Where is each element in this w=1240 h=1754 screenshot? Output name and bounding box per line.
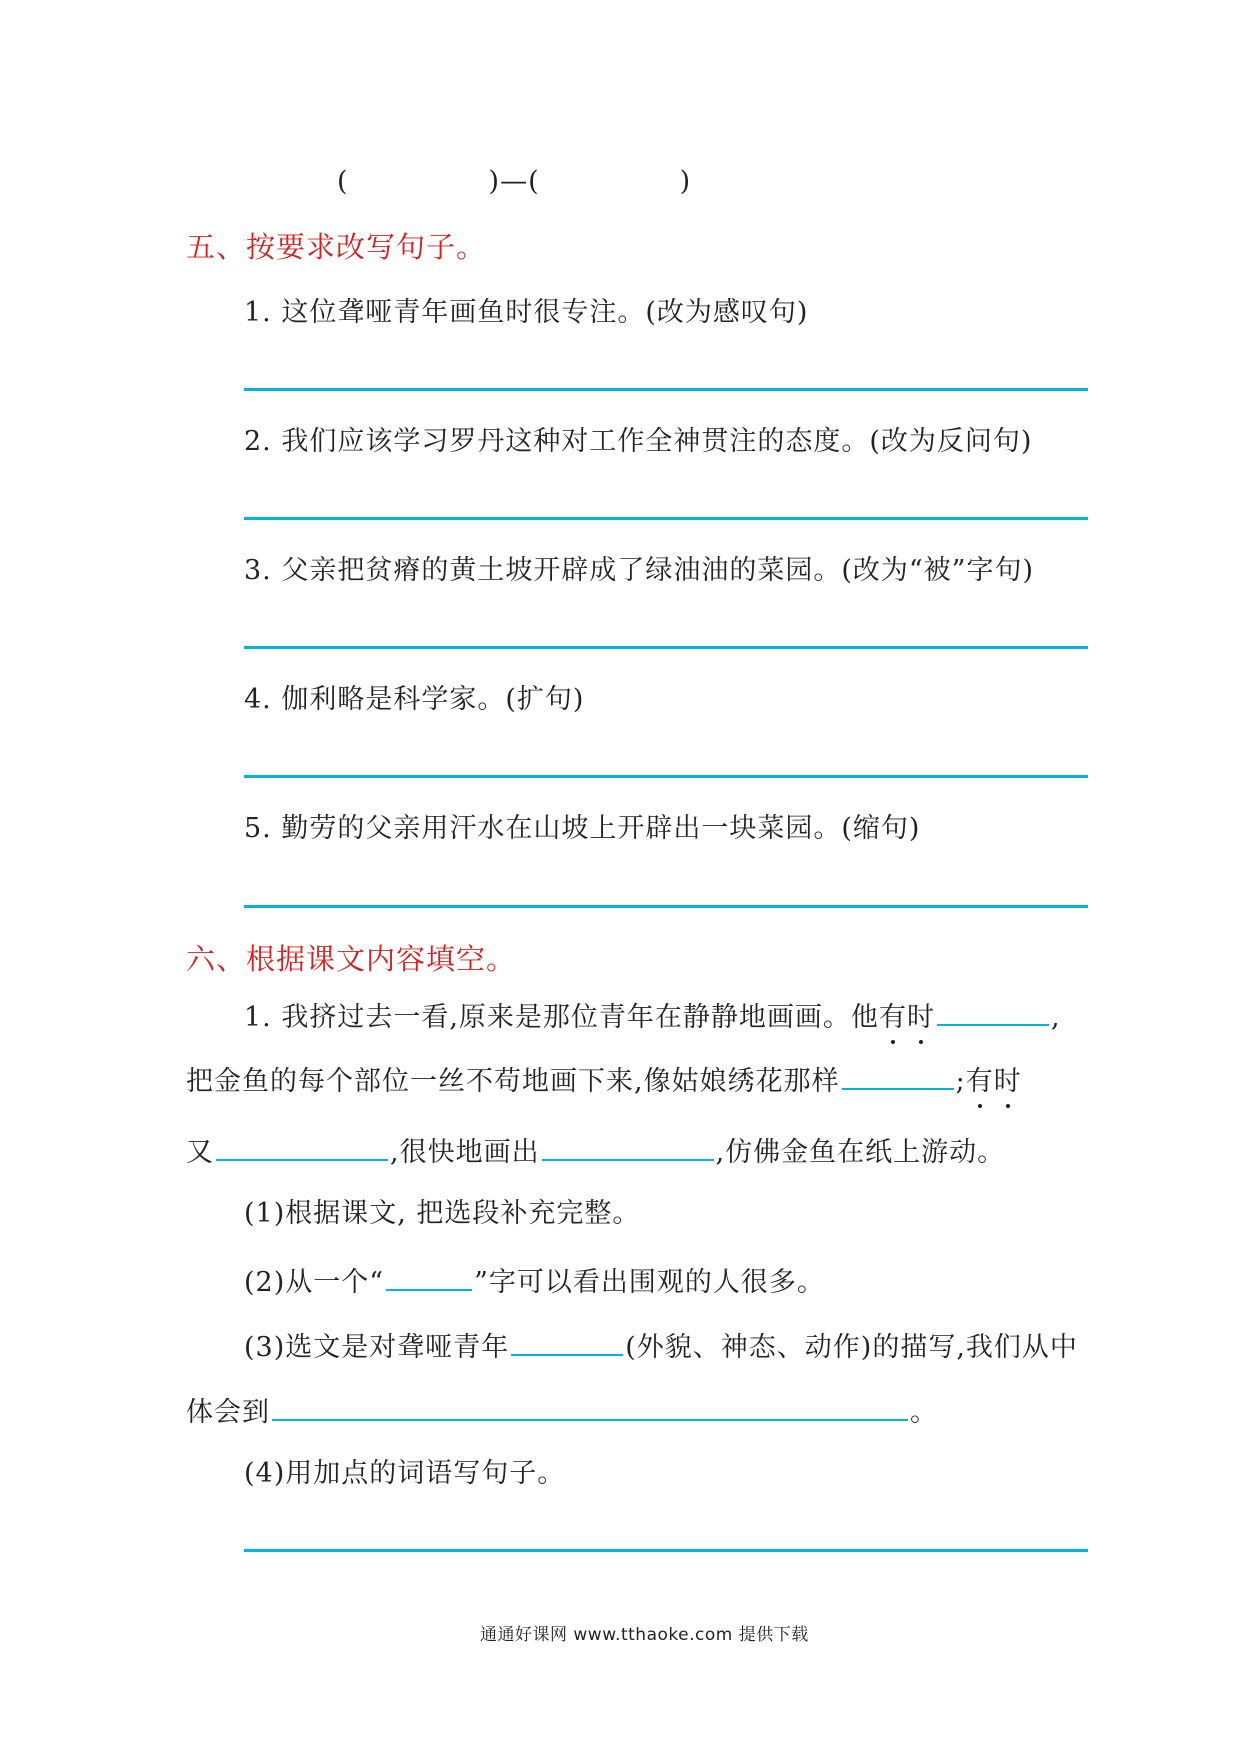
question3-line2-end: 。 — [910, 1397, 938, 1428]
answer-line-6[interactable] — [244, 1549, 1088, 1552]
answer-line-3[interactable] — [244, 646, 1088, 649]
answer-line-5[interactable] — [244, 905, 1088, 908]
fill-blank-2[interactable] — [842, 1060, 954, 1090]
passage-line-3 — [186, 1131, 1005, 1171]
fill-blank-5[interactable] — [386, 1261, 472, 1291]
passage-line2-text: 把金鱼的每个部位一丝不苟地画下来,像姑娘绣花那样 — [186, 1066, 840, 1097]
section5-item-1: 1. 这位聋哑青年画鱼时很专注。(改为感叹句) — [244, 297, 809, 328]
answer-line-2[interactable] — [244, 517, 1088, 520]
bracket-left-open: ( — [337, 166, 349, 197]
question2-end: ”字可以看出围观的人很多。 — [474, 1267, 825, 1298]
bracket-right-open: ( — [528, 166, 540, 197]
section6-heading: 六、根据课文内容填空。 — [186, 942, 517, 976]
section5-item-5: 5. 勤劳的父亲用汗水在山坡上开辟出一块菜园。(缩句) — [244, 813, 921, 844]
fill-blank-4[interactable] — [542, 1131, 714, 1161]
emphasis-char: 有 — [879, 1000, 907, 1036]
fill-blank-7[interactable] — [272, 1391, 908, 1421]
emphasis-char: 时 — [994, 1064, 1022, 1100]
fill-blank-1[interactable] — [937, 996, 1049, 1026]
passage-line3-mid: ,很快地画出 — [390, 1137, 540, 1168]
emphasis-char: 时 — [907, 1000, 935, 1036]
question-1: (1)根据课文, 把选段补充完整。 — [244, 1198, 641, 1229]
passage-line2-mid: ; — [955, 1066, 966, 1097]
fill-blank-6[interactable] — [511, 1326, 623, 1356]
bracket-left-close: ) — [488, 166, 501, 197]
section5-heading: 五、按要求改写句子。 — [186, 230, 487, 264]
top-bracket-pair — [337, 164, 691, 200]
passage-line1-text: 1. 我挤过去一看,原来是那位青年在静静地画画。他 — [244, 1002, 879, 1033]
question3-end: (外貌、神态、动作)的描写,我们从中 — [625, 1332, 1078, 1363]
question-3-line-2 — [186, 1391, 938, 1431]
passage-line-2 — [186, 1060, 1022, 1100]
section5-item-2: 2. 我们应该学习罗丹这种对工作全神贯注的态度。(改为反问句) — [244, 426, 1033, 457]
question-3 — [244, 1326, 1078, 1366]
fill-blank-3[interactable] — [216, 1131, 388, 1161]
bracket-right-close: ) — [679, 166, 692, 197]
section5-item-4: 4. 伽利略是科学家。(扩句) — [244, 684, 585, 715]
passage-line3-start: 又 — [186, 1137, 214, 1168]
dash: — — [500, 166, 529, 197]
question3-line2-start: 体会到 — [186, 1397, 270, 1428]
footer-credit: 通通好课网 www.tthaoke.com 提供下载 — [480, 1625, 809, 1645]
question-2 — [244, 1261, 825, 1301]
passage-line3-end: ,仿佛金鱼在纸上游动。 — [715, 1137, 1006, 1168]
section5-item-3: 3. 父亲把贫瘠的黄土坡开辟成了绿油油的菜园。(改为“被”字句) — [244, 555, 1035, 586]
question-4: (4)用加点的词语写句子。 — [244, 1458, 566, 1489]
answer-line-4[interactable] — [244, 775, 1088, 778]
passage-line-1 — [244, 996, 1061, 1036]
answer-line-1[interactable] — [244, 388, 1088, 391]
passage-line1-end: , — [1050, 1002, 1061, 1033]
question2-start: (2)从一个“ — [244, 1267, 385, 1298]
question3-start: (3)选文是对聋哑青年 — [244, 1332, 510, 1363]
emphasis-char: 有 — [966, 1064, 994, 1100]
